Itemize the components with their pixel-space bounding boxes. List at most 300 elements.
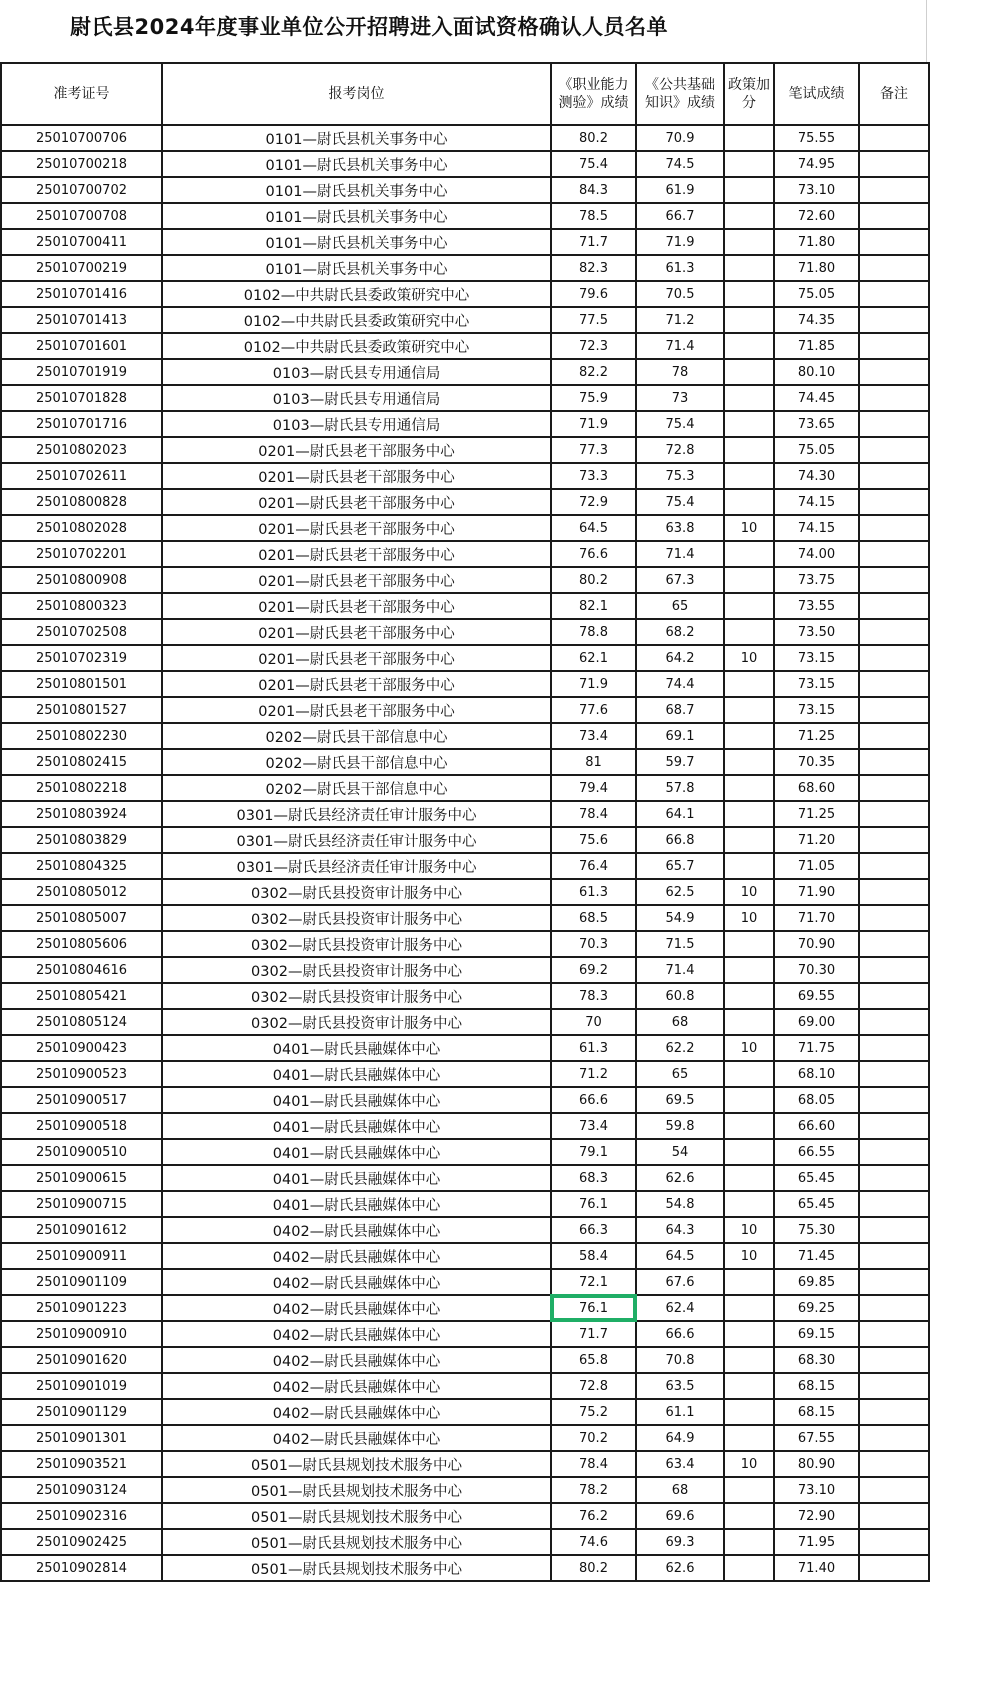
basic-score-cell[interactable]: 54.8 [636,1191,724,1217]
position-cell[interactable]: 0201—尉氏县老干部服务中心 [162,645,551,671]
remark-cell[interactable] [859,515,929,541]
basic-score-cell[interactable]: 66.8 [636,827,724,853]
policy-bonus-cell[interactable]: 10 [724,1217,774,1243]
basic-score-cell[interactable]: 71.9 [636,229,724,255]
ability-score-cell[interactable]: 79.1 [551,1139,636,1165]
remark-cell[interactable] [859,905,929,931]
basic-score-cell[interactable]: 61.1 [636,1399,724,1425]
position-cell[interactable]: 0101—尉氏县机关事务中心 [162,255,551,281]
basic-score-cell[interactable]: 75.4 [636,489,724,515]
ability-score-cell[interactable]: 70.2 [551,1425,636,1451]
position-cell[interactable]: 0501—尉氏县规划技术服务中心 [162,1451,551,1477]
basic-score-cell[interactable]: 64.5 [636,1243,724,1269]
basic-score-cell[interactable]: 67.3 [636,567,724,593]
ability-score-cell[interactable]: 77.5 [551,307,636,333]
position-cell[interactable]: 0402—尉氏县融媒体中心 [162,1373,551,1399]
policy-bonus-cell[interactable] [724,385,774,411]
written-score-cell[interactable]: 73.65 [774,411,859,437]
ability-score-cell[interactable]: 72.9 [551,489,636,515]
basic-score-cell[interactable]: 64.2 [636,645,724,671]
remark-cell[interactable] [859,541,929,567]
remark-cell[interactable] [859,437,929,463]
basic-score-cell[interactable]: 73 [636,385,724,411]
written-score-cell[interactable]: 73.50 [774,619,859,645]
policy-bonus-cell[interactable] [724,827,774,853]
header-remark[interactable]: 备注 [859,63,929,125]
basic-score-cell[interactable]: 66.7 [636,203,724,229]
policy-bonus-cell[interactable] [724,801,774,827]
position-cell[interactable]: 0201—尉氏县老干部服务中心 [162,437,551,463]
written-score-cell[interactable]: 68.05 [774,1087,859,1113]
policy-bonus-cell[interactable] [724,1139,774,1165]
written-score-cell[interactable]: 70.30 [774,957,859,983]
policy-bonus-cell[interactable] [724,281,774,307]
remark-cell[interactable] [859,463,929,489]
ticket-cell[interactable]: 25010701919 [1,359,162,385]
basic-score-cell[interactable]: 61.3 [636,255,724,281]
ability-score-cell[interactable]: 69.2 [551,957,636,983]
basic-score-cell[interactable]: 74.4 [636,671,724,697]
ability-score-cell[interactable]: 77.6 [551,697,636,723]
ticket-cell[interactable]: 25010902814 [1,1555,162,1581]
ticket-cell[interactable]: 25010900510 [1,1139,162,1165]
remark-cell[interactable] [859,151,929,177]
position-cell[interactable]: 0501—尉氏县规划技术服务中心 [162,1555,551,1581]
remark-cell[interactable] [859,255,929,281]
position-cell[interactable]: 0201—尉氏县老干部服务中心 [162,671,551,697]
position-cell[interactable]: 0401—尉氏县融媒体中心 [162,1113,551,1139]
remark-cell[interactable] [859,983,929,1009]
ability-score-cell[interactable]: 71.7 [551,229,636,255]
position-cell[interactable]: 0302—尉氏县投资审计服务中心 [162,983,551,1009]
position-cell[interactable]: 0401—尉氏县融媒体中心 [162,1191,551,1217]
written-score-cell[interactable]: 75.30 [774,1217,859,1243]
remark-cell[interactable] [859,697,929,723]
basic-score-cell[interactable]: 70.8 [636,1347,724,1373]
written-score-cell[interactable]: 71.75 [774,1035,859,1061]
ticket-cell[interactable]: 25010700219 [1,255,162,281]
ticket-cell[interactable]: 25010802023 [1,437,162,463]
basic-score-cell[interactable]: 62.2 [636,1035,724,1061]
basic-score-cell[interactable]: 63.8 [636,515,724,541]
written-score-cell[interactable]: 68.10 [774,1061,859,1087]
basic-score-cell[interactable]: 71.4 [636,333,724,359]
ticket-cell[interactable]: 25010901301 [1,1425,162,1451]
position-cell[interactable]: 0402—尉氏县融媒体中心 [162,1399,551,1425]
written-score-cell[interactable]: 71.25 [774,801,859,827]
policy-bonus-cell[interactable] [724,307,774,333]
policy-bonus-cell[interactable] [724,671,774,697]
remark-cell[interactable] [859,229,929,255]
policy-bonus-cell[interactable] [724,1347,774,1373]
ability-score-cell[interactable]: 58.4 [551,1243,636,1269]
written-score-cell[interactable]: 73.75 [774,567,859,593]
remark-cell[interactable] [859,1061,929,1087]
ticket-cell[interactable]: 25010900715 [1,1191,162,1217]
ability-score-cell[interactable]: 78.4 [551,801,636,827]
ticket-cell[interactable]: 25010700218 [1,151,162,177]
remark-cell[interactable] [859,801,929,827]
ticket-cell[interactable]: 25010802230 [1,723,162,749]
written-score-cell[interactable]: 70.35 [774,749,859,775]
ticket-cell[interactable]: 25010901620 [1,1347,162,1373]
ability-score-cell[interactable]: 76.4 [551,853,636,879]
position-cell[interactable]: 0201—尉氏县老干部服务中心 [162,515,551,541]
position-cell[interactable]: 0201—尉氏县老干部服务中心 [162,567,551,593]
ability-score-cell[interactable]: 70.3 [551,931,636,957]
ticket-cell[interactable]: 25010804616 [1,957,162,983]
basic-score-cell[interactable]: 66.6 [636,1321,724,1347]
policy-bonus-cell[interactable] [724,359,774,385]
basic-score-cell[interactable]: 71.4 [636,541,724,567]
written-score-cell[interactable]: 71.20 [774,827,859,853]
written-score-cell[interactable]: 67.55 [774,1425,859,1451]
policy-bonus-cell[interactable] [724,1477,774,1503]
written-score-cell[interactable]: 75.05 [774,281,859,307]
ability-score-cell[interactable]: 82.2 [551,359,636,385]
ability-score-cell[interactable]: 79.6 [551,281,636,307]
position-cell[interactable]: 0201—尉氏县老干部服务中心 [162,489,551,515]
ticket-cell[interactable]: 25010900911 [1,1243,162,1269]
policy-bonus-cell[interactable] [724,437,774,463]
remark-cell[interactable] [859,775,929,801]
written-score-cell[interactable]: 65.45 [774,1165,859,1191]
ticket-cell[interactable]: 25010901109 [1,1269,162,1295]
basic-score-cell[interactable]: 65.7 [636,853,724,879]
position-cell[interactable]: 0402—尉氏县融媒体中心 [162,1347,551,1373]
basic-score-cell[interactable]: 68 [636,1009,724,1035]
ability-score-cell[interactable]: 75.6 [551,827,636,853]
ability-score-cell[interactable]: 79.4 [551,775,636,801]
ticket-cell[interactable]: 25010702611 [1,463,162,489]
ticket-cell[interactable]: 25010701416 [1,281,162,307]
ticket-cell[interactable]: 25010702201 [1,541,162,567]
remark-cell[interactable] [859,307,929,333]
basic-score-cell[interactable]: 59.7 [636,749,724,775]
ticket-cell[interactable]: 25010700708 [1,203,162,229]
policy-bonus-cell[interactable] [724,931,774,957]
basic-score-cell[interactable]: 62.6 [636,1555,724,1581]
remark-cell[interactable] [859,1191,929,1217]
remark-cell[interactable] [859,1503,929,1529]
basic-score-cell[interactable]: 71.4 [636,957,724,983]
ticket-cell[interactable]: 25010702319 [1,645,162,671]
ticket-cell[interactable]: 25010900517 [1,1087,162,1113]
basic-score-cell[interactable]: 71.2 [636,307,724,333]
ticket-cell[interactable]: 25010801501 [1,671,162,697]
ability-score-cell[interactable]: 80.2 [551,125,636,151]
position-cell[interactable]: 0501—尉氏县规划技术服务中心 [162,1529,551,1555]
policy-bonus-cell[interactable]: 10 [724,645,774,671]
written-score-cell[interactable]: 71.85 [774,333,859,359]
written-score-cell[interactable]: 73.15 [774,645,859,671]
basic-score-cell[interactable]: 70.5 [636,281,724,307]
written-score-cell[interactable]: 72.90 [774,1503,859,1529]
basic-score-cell[interactable]: 61.9 [636,177,724,203]
basic-score-cell[interactable]: 74.5 [636,151,724,177]
policy-bonus-cell[interactable] [724,411,774,437]
remark-cell[interactable] [859,567,929,593]
ticket-cell[interactable]: 25010805421 [1,983,162,1009]
header-ticket[interactable]: 准考证号 [1,63,162,125]
written-score-cell[interactable]: 71.95 [774,1529,859,1555]
ability-score-cell[interactable]: 78.8 [551,619,636,645]
basic-score-cell[interactable]: 70.9 [636,125,724,151]
policy-bonus-cell[interactable] [724,1113,774,1139]
basic-score-cell[interactable]: 54 [636,1139,724,1165]
written-score-cell[interactable]: 71.25 [774,723,859,749]
position-cell[interactable]: 0501—尉氏县规划技术服务中心 [162,1503,551,1529]
remark-cell[interactable] [859,281,929,307]
remark-cell[interactable] [859,1139,929,1165]
position-cell[interactable]: 0202—尉氏县干部信息中心 [162,749,551,775]
ticket-cell[interactable]: 25010901223 [1,1295,162,1321]
ability-score-cell[interactable]: 81 [551,749,636,775]
ticket-cell[interactable]: 25010805606 [1,931,162,957]
policy-bonus-cell[interactable] [724,1269,774,1295]
ability-score-cell[interactable]: 77.3 [551,437,636,463]
position-cell[interactable]: 0101—尉氏县机关事务中心 [162,177,551,203]
policy-bonus-cell[interactable] [724,723,774,749]
position-cell[interactable]: 0402—尉氏县融媒体中心 [162,1217,551,1243]
policy-bonus-cell[interactable] [724,1087,774,1113]
written-score-cell[interactable]: 72.60 [774,203,859,229]
basic-score-cell[interactable]: 64.1 [636,801,724,827]
written-score-cell[interactable]: 73.10 [774,177,859,203]
ticket-cell[interactable]: 25010805124 [1,1009,162,1035]
written-score-cell[interactable]: 73.15 [774,697,859,723]
ticket-cell[interactable]: 25010701716 [1,411,162,437]
remark-cell[interactable] [859,879,929,905]
policy-bonus-cell[interactable]: 10 [724,905,774,931]
policy-bonus-cell[interactable] [724,1321,774,1347]
ticket-cell[interactable]: 25010901019 [1,1373,162,1399]
ticket-cell[interactable]: 25010900910 [1,1321,162,1347]
position-cell[interactable]: 0401—尉氏县融媒体中心 [162,1061,551,1087]
position-cell[interactable]: 0302—尉氏县投资审计服务中心 [162,879,551,905]
policy-bonus-cell[interactable] [724,593,774,619]
policy-bonus-cell[interactable] [724,697,774,723]
ticket-cell[interactable]: 25010900423 [1,1035,162,1061]
ticket-cell[interactable]: 25010805012 [1,879,162,905]
ability-score-cell[interactable]: 72.3 [551,333,636,359]
remark-cell[interactable] [859,593,929,619]
policy-bonus-cell[interactable] [724,151,774,177]
basic-score-cell[interactable]: 69.6 [636,1503,724,1529]
remark-cell[interactable] [859,1243,929,1269]
position-cell[interactable]: 0402—尉氏县融媒体中心 [162,1321,551,1347]
policy-bonus-cell[interactable] [724,1399,774,1425]
policy-bonus-cell[interactable] [724,125,774,151]
ticket-cell[interactable]: 25010701828 [1,385,162,411]
position-cell[interactable]: 0402—尉氏县融媒体中心 [162,1243,551,1269]
position-cell[interactable]: 0402—尉氏县融媒体中心 [162,1269,551,1295]
remark-cell[interactable] [859,827,929,853]
basic-score-cell[interactable]: 54.9 [636,905,724,931]
ability-score-cell[interactable]: 82.3 [551,255,636,281]
written-score-cell[interactable]: 68.60 [774,775,859,801]
basic-score-cell[interactable]: 62.5 [636,879,724,905]
written-score-cell[interactable]: 66.60 [774,1113,859,1139]
basic-score-cell[interactable]: 60.8 [636,983,724,1009]
basic-score-cell[interactable]: 62.6 [636,1165,724,1191]
written-score-cell[interactable]: 68.15 [774,1373,859,1399]
ticket-cell[interactable]: 25010802028 [1,515,162,541]
written-score-cell[interactable]: 70.90 [774,931,859,957]
remark-cell[interactable] [859,1347,929,1373]
ticket-cell[interactable]: 25010901129 [1,1399,162,1425]
position-cell[interactable]: 0401—尉氏县融媒体中心 [162,1139,551,1165]
remark-cell[interactable] [859,853,929,879]
basic-score-cell[interactable]: 69.5 [636,1087,724,1113]
remark-cell[interactable] [859,1477,929,1503]
ability-score-cell[interactable]: 76.2 [551,1503,636,1529]
ticket-cell[interactable]: 25010802218 [1,775,162,801]
remark-cell[interactable] [859,1035,929,1061]
basic-score-cell[interactable]: 57.8 [636,775,724,801]
policy-bonus-cell[interactable] [724,333,774,359]
ability-score-cell[interactable]: 73.3 [551,463,636,489]
ability-score-cell[interactable]: 76.6 [551,541,636,567]
basic-score-cell[interactable]: 59.8 [636,1113,724,1139]
ability-score-cell[interactable]: 78.3 [551,983,636,1009]
position-cell[interactable]: 0301—尉氏县经济责任审计服务中心 [162,801,551,827]
written-score-cell[interactable]: 74.35 [774,307,859,333]
remark-cell[interactable] [859,1009,929,1035]
position-cell[interactable]: 0201—尉氏县老干部服务中心 [162,619,551,645]
ability-score-cell[interactable]: 75.2 [551,1399,636,1425]
basic-score-cell[interactable]: 78 [636,359,724,385]
basic-score-cell[interactable]: 75.4 [636,411,724,437]
ticket-cell[interactable]: 25010800908 [1,567,162,593]
written-score-cell[interactable]: 68.30 [774,1347,859,1373]
policy-bonus-cell[interactable] [724,255,774,281]
ticket-cell[interactable]: 25010900523 [1,1061,162,1087]
policy-bonus-cell[interactable] [724,1555,774,1581]
ability-score-cell[interactable]: 64.5 [551,515,636,541]
basic-score-cell[interactable]: 65 [636,1061,724,1087]
position-cell[interactable]: 0302—尉氏县投资审计服务中心 [162,1009,551,1035]
policy-bonus-cell[interactable] [724,749,774,775]
policy-bonus-cell[interactable] [724,983,774,1009]
remark-cell[interactable] [859,489,929,515]
position-cell[interactable]: 0202—尉氏县干部信息中心 [162,775,551,801]
header-position[interactable]: 报考岗位 [162,63,551,125]
ability-score-cell[interactable]: 80.2 [551,567,636,593]
policy-bonus-cell[interactable]: 10 [724,1451,774,1477]
remark-cell[interactable] [859,1555,929,1581]
written-score-cell[interactable]: 71.40 [774,1555,859,1581]
policy-bonus-cell[interactable] [724,229,774,255]
written-score-cell[interactable]: 74.00 [774,541,859,567]
ticket-cell[interactable]: 25010801527 [1,697,162,723]
position-cell[interactable]: 0101—尉氏县机关事务中心 [162,203,551,229]
ability-score-cell[interactable]: 78.2 [551,1477,636,1503]
remark-cell[interactable] [859,1399,929,1425]
basic-score-cell[interactable]: 68.7 [636,697,724,723]
policy-bonus-cell[interactable] [724,853,774,879]
policy-bonus-cell[interactable]: 10 [724,515,774,541]
ability-score-cell[interactable]: 82.1 [551,593,636,619]
position-cell[interactable]: 0501—尉氏县规划技术服务中心 [162,1477,551,1503]
remark-cell[interactable] [859,333,929,359]
policy-bonus-cell[interactable] [724,1503,774,1529]
written-score-cell[interactable]: 73.10 [774,1477,859,1503]
remark-cell[interactable] [859,1425,929,1451]
written-score-cell[interactable]: 69.00 [774,1009,859,1035]
policy-bonus-cell[interactable] [724,463,774,489]
basic-score-cell[interactable]: 65 [636,593,724,619]
basic-score-cell[interactable]: 64.9 [636,1425,724,1451]
remark-cell[interactable] [859,1529,929,1555]
policy-bonus-cell[interactable] [724,541,774,567]
position-cell[interactable]: 0103—尉氏县专用通信局 [162,411,551,437]
remark-cell[interactable] [859,177,929,203]
ability-score-cell[interactable]: 62.1 [551,645,636,671]
remark-cell[interactable] [859,645,929,671]
policy-bonus-cell[interactable] [724,177,774,203]
position-cell[interactable]: 0302—尉氏县投资审计服务中心 [162,905,551,931]
remark-cell[interactable] [859,1217,929,1243]
ability-score-cell[interactable]: 73.4 [551,1113,636,1139]
ability-score-cell[interactable]: 70 [551,1009,636,1035]
position-cell[interactable]: 0301—尉氏县经济责任审计服务中心 [162,827,551,853]
ability-score-cell[interactable]: 65.8 [551,1347,636,1373]
policy-bonus-cell[interactable]: 10 [724,1243,774,1269]
remark-cell[interactable] [859,1373,929,1399]
position-cell[interactable]: 0101—尉氏县机关事务中心 [162,229,551,255]
ticket-cell[interactable]: 25010903521 [1,1451,162,1477]
written-score-cell[interactable]: 74.30 [774,463,859,489]
written-score-cell[interactable]: 69.15 [774,1321,859,1347]
position-cell[interactable]: 0202—尉氏县干部信息中心 [162,723,551,749]
ability-score-cell[interactable]: 71.7 [551,1321,636,1347]
written-score-cell[interactable]: 75.05 [774,437,859,463]
written-score-cell[interactable]: 71.80 [774,255,859,281]
ticket-cell[interactable]: 25010804325 [1,853,162,879]
ticket-cell[interactable]: 25010900615 [1,1165,162,1191]
remark-cell[interactable] [859,1321,929,1347]
ticket-cell[interactable]: 25010803829 [1,827,162,853]
policy-bonus-cell[interactable] [724,1009,774,1035]
policy-bonus-cell[interactable] [724,619,774,645]
written-score-cell[interactable]: 80.90 [774,1451,859,1477]
ability-score-cell[interactable]: 71.2 [551,1061,636,1087]
remark-cell[interactable] [859,1113,929,1139]
policy-bonus-cell[interactable] [724,203,774,229]
remark-cell[interactable] [859,1295,929,1321]
position-cell[interactable]: 0401—尉氏县融媒体中心 [162,1035,551,1061]
basic-score-cell[interactable]: 63.5 [636,1373,724,1399]
basic-score-cell[interactable]: 75.3 [636,463,724,489]
ability-score-cell[interactable]: 68.5 [551,905,636,931]
header-basic-score[interactable] [636,63,724,125]
ticket-cell[interactable]: 25010702508 [1,619,162,645]
basic-score-cell[interactable]: 63.4 [636,1451,724,1477]
basic-score-cell[interactable]: 69.3 [636,1529,724,1555]
policy-bonus-cell[interactable] [724,957,774,983]
ability-score-cell[interactable]: 66.3 [551,1217,636,1243]
written-score-cell[interactable]: 74.45 [774,385,859,411]
policy-bonus-cell[interactable] [724,1529,774,1555]
written-score-cell[interactable]: 74.15 [774,489,859,515]
written-score-cell[interactable]: 71.70 [774,905,859,931]
basic-score-cell[interactable]: 69.1 [636,723,724,749]
position-cell[interactable]: 0302—尉氏县投资审计服务中心 [162,957,551,983]
policy-bonus-cell[interactable]: 10 [724,1035,774,1061]
remark-cell[interactable] [859,1269,929,1295]
policy-bonus-cell[interactable] [724,1425,774,1451]
